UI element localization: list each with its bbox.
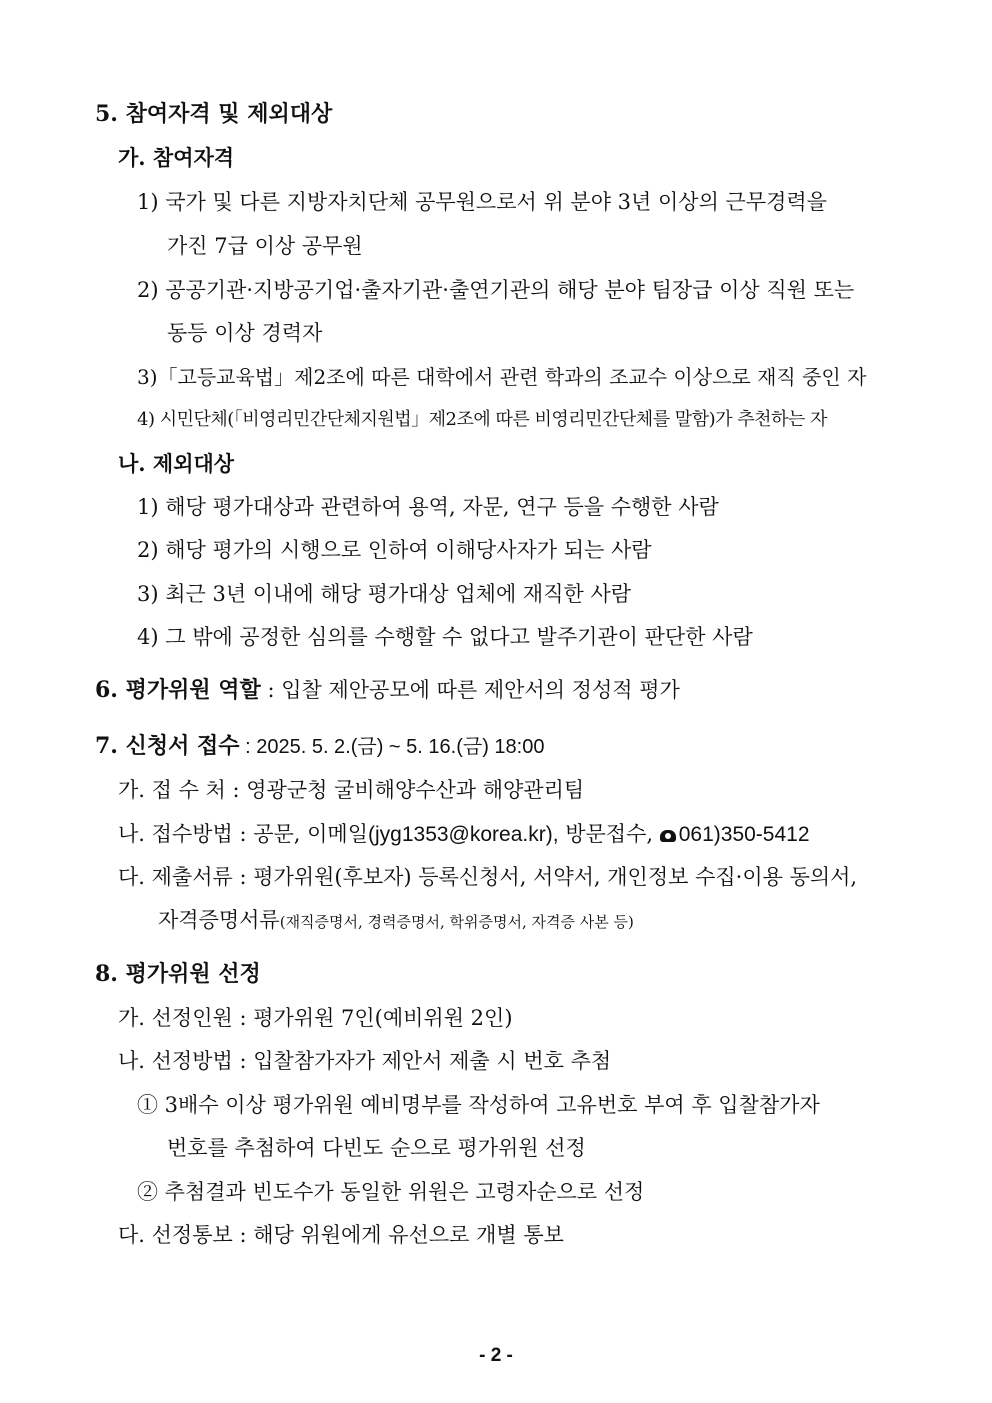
documents-line2 bbox=[158, 906, 634, 936]
selection-method: 나. 선정방법 : 입찰참가자가 제안서 제출 시 번호 추첨 bbox=[118, 1049, 612, 1073]
section-8-heading: 8. 평가위원 선정 bbox=[95, 961, 261, 987]
documents-line2-detail: (재직증명서, 경력증명서, 학위증명서, 자격증 사본 등) bbox=[279, 913, 634, 931]
selection-item-2: ② 추첨결과 빈도수가 동일한 위원은 고령자순으로 선정 bbox=[137, 1180, 645, 1204]
section-6 bbox=[95, 676, 680, 704]
selection-count: 가. 선정인원 : 평가위원 7인(예비위원 2인) bbox=[118, 1006, 513, 1030]
qualification-2-line1: 2) 공공기관·지방공기업·출자기관·출연기관의 해당 분야 팀장급 이상 직원 또는 bbox=[137, 278, 855, 302]
section-6-heading: 6. 평가위원 역할 bbox=[95, 677, 261, 703]
documents-line2-main: 자격증명서류 bbox=[158, 908, 280, 932]
reception-phone: 061)350-5412 bbox=[678, 823, 810, 846]
reception-method-prefix: 나. 접수방법 : 공문, 이메일 bbox=[118, 822, 368, 846]
section-6-text: : 입찰 제안공모에 따른 제안서의 정성적 평가 bbox=[260, 678, 680, 702]
qualification-1-line2: 가진 7급 이상 공무원 bbox=[167, 234, 363, 258]
qualification-1-line1: 1) 국가 및 다른 지방자치단체 공무원으로서 위 분야 3년 이상의 근무경력을 bbox=[137, 190, 827, 214]
qualification-2-line2: 동등 이상 경력자 bbox=[167, 321, 323, 345]
selection-item-1-line1: ① 3배수 이상 평가위원 예비명부를 작성하여 고유번호 부여 후 입찰참가자 bbox=[137, 1093, 820, 1117]
selection-item-1-line2: 번호를 추첨하여 다빈도 순으로 평가위원 선정 bbox=[167, 1136, 586, 1160]
section-7-heading: 7. 신청서 접수 bbox=[95, 733, 240, 759]
reception-place: 가. 접 수 처 : 영광군청 굴비해양수산과 해양관리팀 bbox=[118, 778, 585, 802]
section-5-ga-heading: 가. 참여자격 bbox=[118, 145, 235, 170]
section-5-heading: 5. 참여자격 및 제외대상 bbox=[95, 101, 333, 127]
qualification-3: 3)「고등교육법」제2조에 따른 대학에서 관련 학과의 조교수 이상으로 재직 중인 자 bbox=[137, 365, 867, 389]
page-number: - 2 - bbox=[479, 1345, 513, 1366]
reception-email: (jyg1353@korea.kr), bbox=[368, 823, 559, 846]
documents-line1: 다. 제출서류 : 평가위원(후보자) 등록신청서, 서약서, 개인정보 수집·이용 동의서, bbox=[118, 865, 858, 889]
section-7 bbox=[95, 732, 544, 761]
selection-notice: 다. 선정통보 : 해당 위원에게 유선으로 개별 통보 bbox=[118, 1223, 564, 1247]
phone-icon bbox=[660, 830, 676, 842]
exclusion-3: 3) 최근 3년 이내에 해당 평가대상 업체에 재직한 사람 bbox=[137, 582, 632, 606]
section-5-na-heading: 나. 제외대상 bbox=[118, 451, 235, 476]
reception-method bbox=[118, 820, 810, 849]
section-7-text: : 2025. 5. 2.(금) ~ 5. 16.(금) 18:00 bbox=[239, 736, 545, 758]
reception-method-mid: 방문접수, bbox=[558, 822, 660, 846]
exclusion-4: 4) 그 밖에 공정한 심의를 수행할 수 없다고 발주기관이 판단한 사람 bbox=[137, 625, 753, 649]
exclusion-1: 1) 해당 평가대상과 관련하여 용역, 자문, 연구 등을 수행한 사람 bbox=[137, 495, 719, 519]
qualification-4: 4) 시민단체(「비영리민간단체지원법」제2조에 따른 비영리민간단체를 말함)가 추천하는 자 bbox=[137, 409, 827, 430]
exclusion-2: 2) 해당 평가의 시행으로 인하여 이해당사자가 되는 사람 bbox=[137, 538, 652, 562]
